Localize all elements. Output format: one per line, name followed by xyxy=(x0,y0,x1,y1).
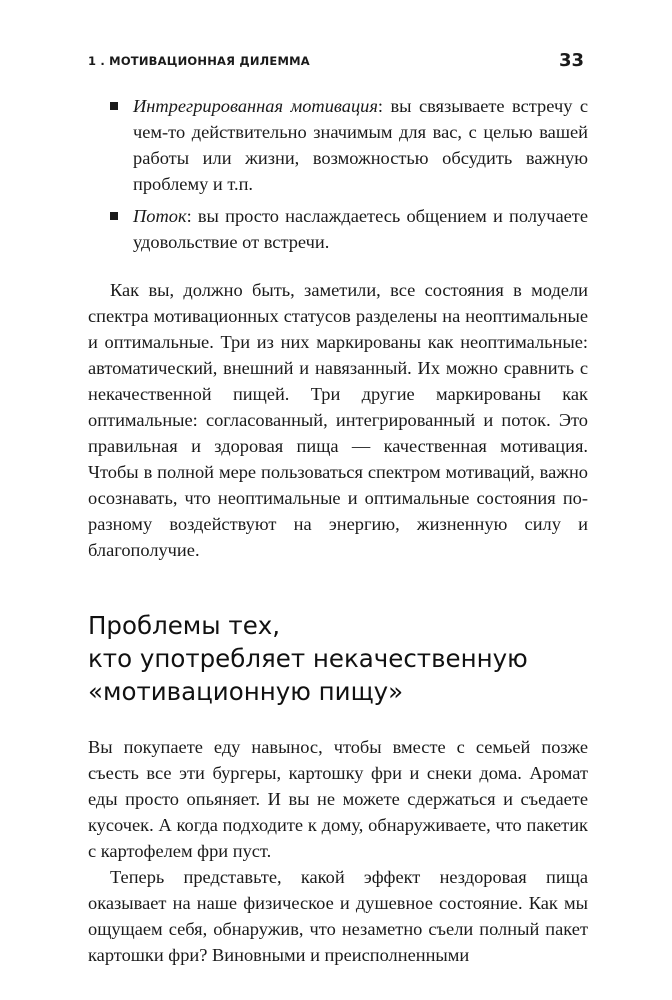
bullet-text: : вы связываете встречу с чем-то действительно значимым для вас, с целью вашей работы или жизни, возможностью обсудить важную проблему и т.п. xyxy=(133,96,589,194)
bullet-term: Интрегрированная мотивация xyxy=(133,96,378,116)
page-header xyxy=(88,52,584,72)
heading-line: «мотивационную пищу» xyxy=(88,677,404,706)
bullet-text: : вы просто наслаждаетесь общением и получаете удовольствие от встречи. xyxy=(133,206,588,252)
page-body xyxy=(88,93,588,968)
square-bullet-icon xyxy=(110,212,118,220)
heading-line: Проблемы тех, xyxy=(88,611,281,640)
body-paragraph: Как вы, должно быть, заметили, все состояния в модели спектра мотивационных статусов разделены на неоптимальные и оптимальные. Три из них маркированы как неоптимальные: автоматический, внешний и навязанный. Их можно сравнить с некачественной пищей. Три другие маркированы как оптимальные: согласованный, интегрированный и поток. Это правильная и здоровая пища — качественная мотивация. Чтобы в полной мере пользоваться спектром мотиваций, важно осознавать, что неоптимальные и оптимальные состояния по-разному воздействуют на энергию, жизненную силу и благополучие. xyxy=(88,280,588,560)
bullet-term: Поток xyxy=(133,206,187,226)
heading-line: кто употребляет некачественную xyxy=(88,644,528,673)
section-heading xyxy=(88,609,588,708)
square-bullet-icon xyxy=(110,102,118,110)
page-number: 33 xyxy=(558,50,584,71)
running-head: 1 . МОТИВАЦИОННАЯ ДИЛЕММА xyxy=(88,54,310,68)
body-paragraph: Вы покупаете еду навынос, чтобы вместе с семьей позже съесть все эти бургеры, картошку фри и снеки дома. Аромат еды просто опьяняет. И вы не можете сдержаться и съедаете кусочек. А когда подходите к дому, обнаруживаете, что пакетик с картофелем фри пуст. xyxy=(88,737,588,861)
body-paragraph: Теперь представьте, какой эффект нездоровая пища оказывает на наше физическое и душевное состояние. Как мы ощущаем себя, обнаружив, что незаметно съели полный пакет картошки фри? Виновными и преисполненными xyxy=(88,867,588,965)
list-item xyxy=(88,203,588,255)
bullet-list xyxy=(88,93,588,255)
list-item xyxy=(88,93,588,197)
